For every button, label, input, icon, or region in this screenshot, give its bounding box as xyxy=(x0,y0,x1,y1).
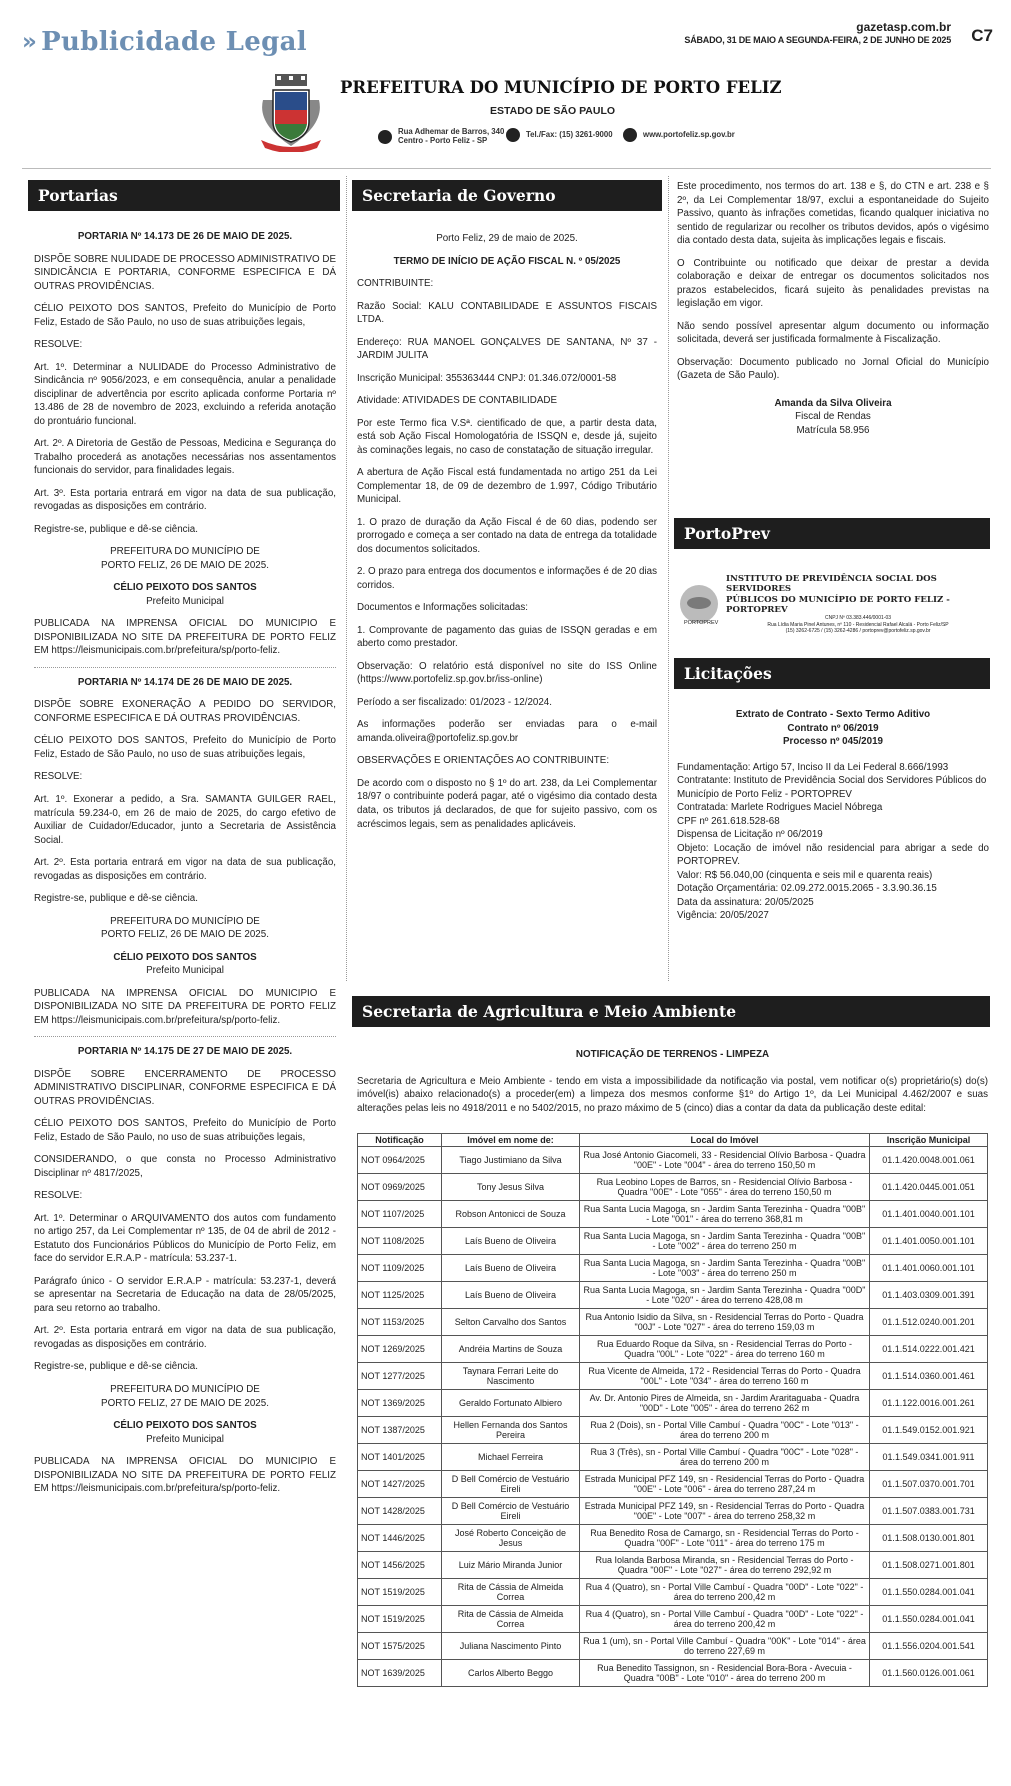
table-cell: 01.1.512.0240.001.201 xyxy=(870,1309,988,1336)
col-header: Imóvel em nome de: xyxy=(442,1134,580,1147)
table-cell: NOT 1575/2025 xyxy=(358,1633,442,1660)
table-cell: Carlos Alberto Beggo xyxy=(442,1660,580,1687)
table-cell: Michael Ferreira xyxy=(442,1444,580,1471)
table-row xyxy=(358,1174,988,1201)
table-cell: NOT 0964/2025 xyxy=(358,1147,442,1174)
table-cell: Estrada Municipal PFZ 149, sn - Residencial Terras do Porto - Quadra "00E" - Lote "006" - área do terreno 287,24 m xyxy=(580,1471,870,1498)
portarias-heading: Portarias xyxy=(28,180,340,211)
table-cell: 01.1.508.0130.001.801 xyxy=(870,1525,988,1552)
table-body xyxy=(358,1147,988,1687)
portaria-title: PORTARIA Nº 14.174 DE 26 DE MAIO DE 2025. xyxy=(77,676,293,688)
table-cell: 01.1.514.0360.001.461 xyxy=(870,1363,988,1390)
table-cell: Rua Santa Lucia Magoga, sn - Jardim Santa Terezinha - Quadra "00B" - Lote "001" - área do terreno 368,81 m xyxy=(580,1201,870,1228)
table-cell: NOT 1519/2025 xyxy=(358,1606,442,1633)
table-cell: D Bell Comércio de Vestuário Eireli xyxy=(442,1498,580,1525)
globe-icon xyxy=(623,128,637,142)
divider xyxy=(34,1036,336,1037)
portarias-column: PORTARIA Nº 14.173 DE 26 DE MAIO DE 2025. DISPÕE SOBRE NULIDADE DE PROCESSO ADMINISTRATIVO DE SINDICÂNCIA E PORTARIA, CONFORME ESPECIFICA E DÁ OUTRAS PROVIDÊNCIAS. CÉLIO PEIXOTO DOS SANTOS, Prefeito do Município de Porto Feliz, Estado de São Paulo, no uso de suas atribuições legais, RESOLVE: Art. 1º. Determinar a NULIDADE do Processo Administrativo de Sindicância nº 9056/2023, e em consequência, anular a penalidade disciplinar de advertência por escrito aplicada conforme Portaria nº 13.486 de 28 de novembro de 2023, excluindo a referida anotação do prontuário funcional. Art. 2º. A Diretoria de Gestão de Pessoas, Medicina e Segurança do Trabalho procederá as anotações necessárias nos assentamentos funcionais do servidor, para finalidades legais. Art. 3º. Esta portaria entrará em vigor na data de sua publicação, revogadas as disposições em contrário. Registre-se, publique e dê-se ciência. PREFEITURA DO MUNICÍPIO DE PORTO FELIZ, 26 DE MAIO DE 2025. CÉLIO PEIXOTO DOS SANTOS Prefeito Municipal PUBLICADA NA IMPRENSA OFICIAL DO MUNICIPIO E DISPONIBILIZADA NO SITE DA PREFEITURA DE PORTO FELIZ EM https://leismunicipais.com.br/prefeitura/sp/porto-feliz. PORTARIA Nº 14.174 DE 26 DE MAIO DE 2025. DISPÕE SOBRE EXONERAÇÃO A PEDIDO DO SERVIDOR, CONFORME ESPECIFICA E DÁ OUTRAS PROVIDÊNCIAS. CÉLIO PEIXOTO DOS SANTOS, Prefeito do Município de Porto Feliz, Estado de São Paulo, no uso de suas atribuições legais, RESOLVE: Art. 1º. Exonerar a pedido, a Sra. SAMANTA GUILGER RAEL, matrícula 59.234-0, em 26 de maio de 2025, do cargo efetivo de Auxiliar de Cuidador/Educador, junto a Secretaria de Assistência Social. Art. 2º. Esta portaria entrará em vigor na data de sua publicação, revogadas as disposições em contrário. Registre-se, publique e dê-se ciência. PREFEITURA DO MUNICÍPIO DE PORTO FELIZ, 26 DE MAIO DE 2025. CÉLIO PEIXOTO DOS SANTOS Prefeito Municipal PUBLICADA NA IMPRENSA OFICIAL DO MUNICIPIO E DISPONIBILIZADA NO SITE DA PREFEITURA DE PORTO FELIZ EM https://leismunicipais.com.br/prefeitura/sp/porto-feliz. PORTARIA Nº 14.175 DE 27 DE MAIO DE 2025. DISPÕE SOBRE ENCERRAMENTO DE PROCESSO ADMINISTRATIVO DISCIPLINAR, CONFORME ESPECIFICA E DÁ OUTRAS PROVIDÊNCIAS. CÉLIO PEIXOTO DOS SANTOS, Prefeito do Município de Porto Feliz, Estado de São Paulo, no uso de suas atribuições legais, CONSIDERANDO, o que consta no Processo Administrativo Disciplinar nº 4817/2025, RESOLVE: Art. 1º. Determinar o ARQUIVAMENTO dos autos com fundamento no artigo 257, da Lei Complementar nº 135, de 04 de abril de 2012 - Estatuto dos Funcionários Públicos do Município de Porto Feliz, em face do servidor E.R.A.P - matrícula: 53.237-1. Parágrafo único - O servidor E.R.A.P - matrícula: 53.237-1, deverá se apresentar na Secretaria de Educação na data de 28/05/2025, para seu retorno ao trabalho. Art. 2º. Esta portaria entrará em vigor na data de sua publicação, revogadas as disposições em contrário. Registre-se, publique e dê-se ciência. PREFEITURA DO MUNICÍPIO DE PORTO FELIZ, 27 DE MAIO DE 2025. CÉLIO PEIXOTO DOS SANTOS Prefeito Municipal PUBLICADA NA IMPRENSA OFICIAL DO MUNICIPIO E DISPONIBILIZADA NO SITE DA PREFEITURA DE PORTO FELIZ EM https://leismunicipais.com.br/prefeitura/sp/porto-feliz. xyxy=(34,231,336,1495)
table-cell: Tony Jesus Silva xyxy=(442,1174,580,1201)
site-url[interactable]: gazetasp.com.br xyxy=(856,20,951,34)
table-cell: 01.1.401.0040.001.101 xyxy=(870,1201,988,1228)
table-cell: 01.1.403.0309.001.391 xyxy=(870,1282,988,1309)
table-row xyxy=(358,1147,988,1174)
table-header-row xyxy=(358,1134,988,1147)
table-cell: 01.1.550.0284.001.041 xyxy=(870,1579,988,1606)
table-cell: Tiago Justimiano da Silva xyxy=(442,1147,580,1174)
table-cell: 01.1.556.0204.001.541 xyxy=(870,1633,988,1660)
table-cell: NOT 0969/2025 xyxy=(358,1174,442,1201)
table-cell: Juliana Nascimento Pinto xyxy=(442,1633,580,1660)
section-brand xyxy=(22,24,307,61)
table-cell: 01.1.507.0383.001.731 xyxy=(870,1498,988,1525)
column-divider xyxy=(668,176,669,981)
header-divider xyxy=(22,168,991,169)
table-cell: 01.1.560.0126.001.061 xyxy=(870,1660,988,1687)
table-cell: Rua 4 (Quatro), sn - Portal Ville Cambuí - Quadra "00D" - Lote "022" - área do terreno 200,42 m xyxy=(580,1606,870,1633)
licitacoes-heading: Licitações xyxy=(674,658,990,689)
table-cell: Laís Bueno de Oliveira xyxy=(442,1255,580,1282)
table-row xyxy=(358,1282,988,1309)
table-row xyxy=(358,1417,988,1444)
governo-continued: Este procedimento, nos termos do art. 138 e §, do CTN e art. 238 e § 2º, da Lei Complementar 18/97, exclui a espontaneidade do Sujeito Passivo, quanto às infrações cometidas, ficando qualquer iniciativa no sentido de regularizar ou recolher os tributos devidos, após o vigésimo dia contado desta data, sujeita às implicações legais e fiscais. O Contribuinte ou notificado que deixar de prestar a devida colaboração e deixar de entregar os documentos solicitados nos prazos estabelecidos, ficará sujeito às penalidades previstas na legislação em vigor. Não sendo possível apresentar algum documento ou informação solicitada, deverá ser justificada formalmente à Fiscalização. Observação: Documento publicado no Jornal Oficial do Município (Gazeta de São Paulo). Amanda da Silva Oliveira Fiscal de Rendas Matrícula 58.956 xyxy=(677,181,989,436)
table-cell: José Roberto Conceição de Jesus xyxy=(442,1525,580,1552)
table-row xyxy=(358,1498,988,1525)
table-cell: Rua Eduardo Roque da Silva, sn - Residencial Terras do Porto - Quadra "00L" - Lote "022" - área do terreno 160 m xyxy=(580,1336,870,1363)
notification-title: NOTIFICAÇÃO DE TERRENOS - LIMPEZA xyxy=(575,1049,770,1060)
issue-date: SÁBADO, 31 DE MAIO A SEGUNDA-FEIRA, 2 DE JUNHO DE 2025 xyxy=(684,35,951,45)
table-cell: Rita de Cássia de Almeida Correa xyxy=(442,1579,580,1606)
table-cell: D Bell Comércio de Vestuário Eireli xyxy=(442,1471,580,1498)
table-cell: NOT 1519/2025 xyxy=(358,1579,442,1606)
table-cell: Rua Iolanda Barbosa Miranda, sn - Residencial Terras do Porto - Quadra "00F" - Lote "027" - área do terreno 292,92 m xyxy=(580,1552,870,1579)
table-cell: 01.1.549.0152.001.921 xyxy=(870,1417,988,1444)
table-row xyxy=(358,1444,988,1471)
table-cell: NOT 1125/2025 xyxy=(358,1282,442,1309)
contact-address: Rua Adhemar de Barros, 340 Centro - Porto Feliz - SP xyxy=(378,128,504,146)
header-info xyxy=(684,20,951,46)
table-row xyxy=(358,1336,988,1363)
table-cell: NOT 1153/2025 xyxy=(358,1309,442,1336)
table-cell: Luiz Mário Miranda Junior xyxy=(442,1552,580,1579)
table-cell: Rua Santa Lucia Magoga, sn - Jardim Santa Terezinha - Quadra "00B" - Lote "003" - área do terreno 250 m xyxy=(580,1255,870,1282)
table-cell: Andréia Martins de Souza xyxy=(442,1336,580,1363)
portoprev-banner: INSTITUTO DE PREVIDÊNCIA SOCIAL DOS SERVIDORES PÚBLICOS DO MUNICÍPIO DE PORTO FELIZ - PORTOPREV CNPJ Nº 03.383.446/0001-03 Rua Lídia Maria Pinel Antunes, nº 110 - Residencial Rafael Alcalá - Porto Feliz/SP (15) 3262-6725 / (15) 3262-4286 / portoprev@portofeliz.sp.gov.br xyxy=(680,578,990,630)
table-cell: Hellen Fernanda dos Santos Pereira xyxy=(442,1417,580,1444)
table-cell: Laís Bueno de Oliveira xyxy=(442,1282,580,1309)
table-cell: 01.1.401.0050.001.101 xyxy=(870,1228,988,1255)
table-cell: Geraldo Fortunato Albiero xyxy=(442,1390,580,1417)
governo-column: Porto Feliz, 29 de maio de 2025. TERMO DE INÍCIO DE AÇÃO FISCAL N. º 05/2025 CONTRIBUINTE: Razão Social: KALU CONTABILIDADE E ASSUNTOS FISCAIS LTDA. Endereço: RUA MANOEL GONÇALVES DE SANTANA, Nº 37 - JARDIM JULITA Inscrição Municipal: 355363444 CNPJ: 01.346.072/0001-58 Atividade: ATIVIDADES DE CONTABILIDADE Por este Termo fica V.Sª. cientificado de que, a partir desta data, está sob Ação Fiscal Homologatória de ISSQN e, desde já, sujeito às cominações legais, no caso de constatação de situação irregular. A abertura de Ação Fiscal está fundamentada no artigo 251 da Lei Complementar 18, de 09 de dezembro de 1.997, Código Tributário Municipal. 1. O prazo de duração da Ação Fiscal é de 60 dias, podendo ser prorrogado e começa a ser contado na data de entrega da totalidade dos documentos solicitados. 2. O prazo para entrega dos documentos e informações é de 20 dias corridos. Documentos e Informações solicitadas: 1. Comprovante de pagamento das guias de ISSQN geradas e em aberto como prestador. Observação: O relatório está disponível no site do ISS Online (https://www.portofeliz.sp.gov.br/iss-online) Período a ser fiscalizado: 01/2023 - 12/2024. As informações poderão ser enviadas para o e-mail amanda.oliveira@portofeliz.sp.gov.br OBSERVAÇÕES E ORIENTAÇÕES AO CONTRIBUINTE: De acordo com o disposto no § 1º do art. 238, da Lei Complementar 18/97 o contribuinte poderá pagar, até o vigésimo dia contado desta data, os tributos já declarados, de que for sujeito passivo, com os acréscimos legais, sem as penalidades aplicáveis. xyxy=(357,233,657,830)
table-cell: Robson Antonicci de Souza xyxy=(442,1201,580,1228)
table-row xyxy=(358,1255,988,1282)
double-chevron-icon: » xyxy=(22,29,38,56)
contact-web[interactable]: www.portofeliz.sp.gov.br xyxy=(623,128,735,142)
table-cell: Rua Santa Lucia Magoga, sn - Jardim Santa Terezinha - Quadra "00D" - Lote "020" - área do terreno 428,08 m xyxy=(580,1282,870,1309)
table-row xyxy=(358,1471,988,1498)
portaria-ementa: DISPÕE SOBRE NULIDADE DE PROCESSO ADMINISTRATIVO DE SINDICÂNCIA E PORTARIA, CONFORME ESPECIFICA E DÁ OUTRAS PROVIDÊNCIAS. xyxy=(34,253,336,292)
table-cell: Rua 2 (Dois), sn - Portal Ville Cambuí - Quadra "00C" - Lote "013" - área do terreno 200 m xyxy=(580,1417,870,1444)
table-row xyxy=(358,1660,988,1687)
table-row xyxy=(358,1552,988,1579)
col-header: Inscrição Municipal xyxy=(870,1134,988,1147)
table-cell: Rua Benedito Rosa de Camargo, sn - Residencial Terras do Porto - Quadra "00F" - Lote "011" - área do terreno 175 m xyxy=(580,1525,870,1552)
table-cell: Rua 1 (um), sn - Portal Ville Cambuí - Quadra "00K" - Lote "014" - área do terreno 227,69 m xyxy=(580,1633,870,1660)
termo-title: TERMO DE INÍCIO DE AÇÃO FISCAL N. º 05/2025 xyxy=(393,255,621,267)
table-cell: NOT 1269/2025 xyxy=(358,1336,442,1363)
governo-heading: Secretaria de Governo xyxy=(352,180,662,211)
table-cell: NOT 1108/2025 xyxy=(358,1228,442,1255)
agricultura-intro: NOTIFICAÇÃO DE TERRENOS - LIMPEZA Secretaria de Agricultura e Meio Ambiente - tendo em vista a impossibilidade da notificação via postal, vem notificar o(s) proprietário(s) do(s) imóvel(is) abaixo relacionado(s) a proceder(em) a limpeza dos mesmos conforme §1º do Artigo 1º, da Lei Municipal 4.462/2007 e suas alterações pelas leis no 4918/2011 e no 5402/2015, no prazo máximo de 5 (cinco) dias a contar da data da publicação deste edital: xyxy=(357,1049,988,1114)
table-row xyxy=(358,1228,988,1255)
col-header: Notificação xyxy=(358,1134,442,1147)
signature-name: CÉLIO PEIXOTO DOS SANTOS xyxy=(113,1420,257,1432)
table-cell: 01.1.420.0445.001.051 xyxy=(870,1174,988,1201)
table-row xyxy=(358,1201,988,1228)
map-pin-icon xyxy=(378,130,392,144)
table-cell: NOT 1446/2025 xyxy=(358,1525,442,1552)
table-row xyxy=(358,1363,988,1390)
fiscal-signature: Amanda da Silva Oliveira xyxy=(774,397,892,409)
table-cell: Taynara Ferrari Leite do Nascimento xyxy=(442,1363,580,1390)
masthead-title: PREFEITURA DO MUNICÍPIO DE PORTO FELIZ xyxy=(340,78,782,97)
divider xyxy=(34,667,336,668)
table-cell: Rua Antonio Isidio da Silva, sn - Residencial Terras do Porto - Quadra "00J" - Lote "027" - área do terreno 159,03 m xyxy=(580,1309,870,1336)
page-number: C7 xyxy=(971,26,993,45)
table-cell: 01.1.514.0222.001.421 xyxy=(870,1336,988,1363)
table-cell: 01.1.401.0060.001.101 xyxy=(870,1255,988,1282)
contact-phone: Tel./Fax: (15) 3261-9000 xyxy=(506,128,613,142)
table-cell: Rita de Cássia de Almeida Correa xyxy=(442,1606,580,1633)
terrenos-table xyxy=(357,1133,988,1687)
section-title: Publicidade Legal xyxy=(41,27,307,57)
table-cell: NOT 1401/2025 xyxy=(358,1444,442,1471)
phone-icon xyxy=(506,128,520,142)
column-divider xyxy=(346,176,347,981)
table-row xyxy=(358,1633,988,1660)
licitacoes-column: Extrato de Contrato - Sexto Termo Aditivo Contrato nº 06/2019 Processo nº 045/2019 Fundamentação: Artigo 57, Inciso II da Lei Federal 8.666/1993 Contratante: Instituto de Previdência Social dos Servidores Públicos do Município de Porto Feliz - PORTOPREV Contratada: Marlete Rodrigues Maciel Nóbrega CPF nº 261.618.528-68 Dispensa de Licitação nº 06/2019 Objeto: Locação de imóvel não residencial para abrigar a sede do PORTOPREV. Valor: R$ 56.040,00 (cinquenta e seis mil e quarenta reais) Dotação Orçamentária: 02.09.272.0015.2065 - 3.3.90.36.15 Data da assinatura: 20/05/2025 Vigência: 20/05/2027 xyxy=(677,709,989,922)
table-cell: 01.1.508.0271.001.801 xyxy=(870,1552,988,1579)
table-cell: 01.1.122.0016.001.261 xyxy=(870,1390,988,1417)
table-row xyxy=(358,1579,988,1606)
agricultura-heading: Secretaria de Agricultura e Meio Ambiente xyxy=(352,996,990,1027)
table-cell: Estrada Municipal PFZ 149, sn - Residencial Terras do Porto - Quadra "00E" - Lote "007" - área do terreno 258,32 m xyxy=(580,1498,870,1525)
signature-name: CÉLIO PEIXOTO DOS SANTOS xyxy=(113,951,257,963)
table-cell: NOT 1277/2025 xyxy=(358,1363,442,1390)
masthead-subtitle: ESTADO DE SÃO PAULO xyxy=(490,105,616,117)
portoprev-heading: PortoPrev xyxy=(674,518,990,549)
table-cell: Rua Leobino Lopes de Barros, sn - Residencial Olívio Barbosa - Quadra "00E" - Lote "055" - área do terreno 150,50 m xyxy=(580,1174,870,1201)
table-cell: NOT 1639/2025 xyxy=(358,1660,442,1687)
table-cell: 01.1.420.0048.001.061 xyxy=(870,1147,988,1174)
table-cell: Rua Santa Lucia Magoga, sn - Jardim Santa Terezinha - Quadra "00B" - Lote "002" - área do terreno 250 m xyxy=(580,1228,870,1255)
table-cell: Rua 4 (Quatro), sn - Portal Ville Cambuí - Quadra "00D" - Lote "022" - área do terreno 200,42 m xyxy=(580,1579,870,1606)
signature-name: CÉLIO PEIXOTO DOS SANTOS xyxy=(113,582,257,594)
table-cell: Rua 3 (Três), sn - Portal Ville Cambuí - Quadra "00C" - Lote "028" - área do terreno 200 m xyxy=(580,1444,870,1471)
table-cell: NOT 1387/2025 xyxy=(358,1417,442,1444)
table-cell: 01.1.549.0341.001.911 xyxy=(870,1444,988,1471)
table-cell: Selton Carvalho dos Santos xyxy=(442,1309,580,1336)
portaria-title: PORTARIA Nº 14.175 DE 27 DE MAIO DE 2025. xyxy=(77,1046,293,1058)
table-cell: 01.1.550.0284.001.041 xyxy=(870,1606,988,1633)
table-cell: 01.1.507.0370.001.701 xyxy=(870,1471,988,1498)
table-cell: NOT 1369/2025 xyxy=(358,1390,442,1417)
table-cell: Rua Benedito Tassignon, sn - Residencial Bora-Bora - Avecuia - Quadra "00B" - Lote "010" - área do terreno 200 m xyxy=(580,1660,870,1687)
table-cell: NOT 1456/2025 xyxy=(358,1552,442,1579)
table-cell: Rua Vicente de Almeida, 172 - Residencial Terras do Porto - Quadra "00L" - Lote "034" - área do terreno 160 m xyxy=(580,1363,870,1390)
portoprev-logo-icon xyxy=(680,585,718,623)
portaria-title: PORTARIA Nº 14.173 DE 26 DE MAIO DE 2025. xyxy=(77,231,293,242)
table-cell: Av. Dr. Antonio Pires de Almeida, sn - Jardim Araritaguaba - Quadra "00D" - Lote "005" - área do terreno 262 m xyxy=(580,1390,870,1417)
table-row xyxy=(358,1390,988,1417)
table-row xyxy=(358,1525,988,1552)
table-cell: NOT 1107/2025 xyxy=(358,1201,442,1228)
table-cell: NOT 1428/2025 xyxy=(358,1498,442,1525)
table-row xyxy=(358,1606,988,1633)
portoprev-logo-label: PORTOPREV xyxy=(684,620,719,626)
table-cell: Rua José Antonio Giacomeli, 33 - Residencial Olívio Barbosa - Quadra "00E" - Lote "004" - área do terreno 150,50 m xyxy=(580,1147,870,1174)
city-crest-icon xyxy=(255,74,327,152)
table-cell: Laís Bueno de Oliveira xyxy=(442,1228,580,1255)
table-cell: NOT 1427/2025 xyxy=(358,1471,442,1498)
col-header: Local do Imóvel xyxy=(580,1134,870,1147)
table-cell: NOT 1109/2025 xyxy=(358,1255,442,1282)
table-row xyxy=(358,1309,988,1336)
